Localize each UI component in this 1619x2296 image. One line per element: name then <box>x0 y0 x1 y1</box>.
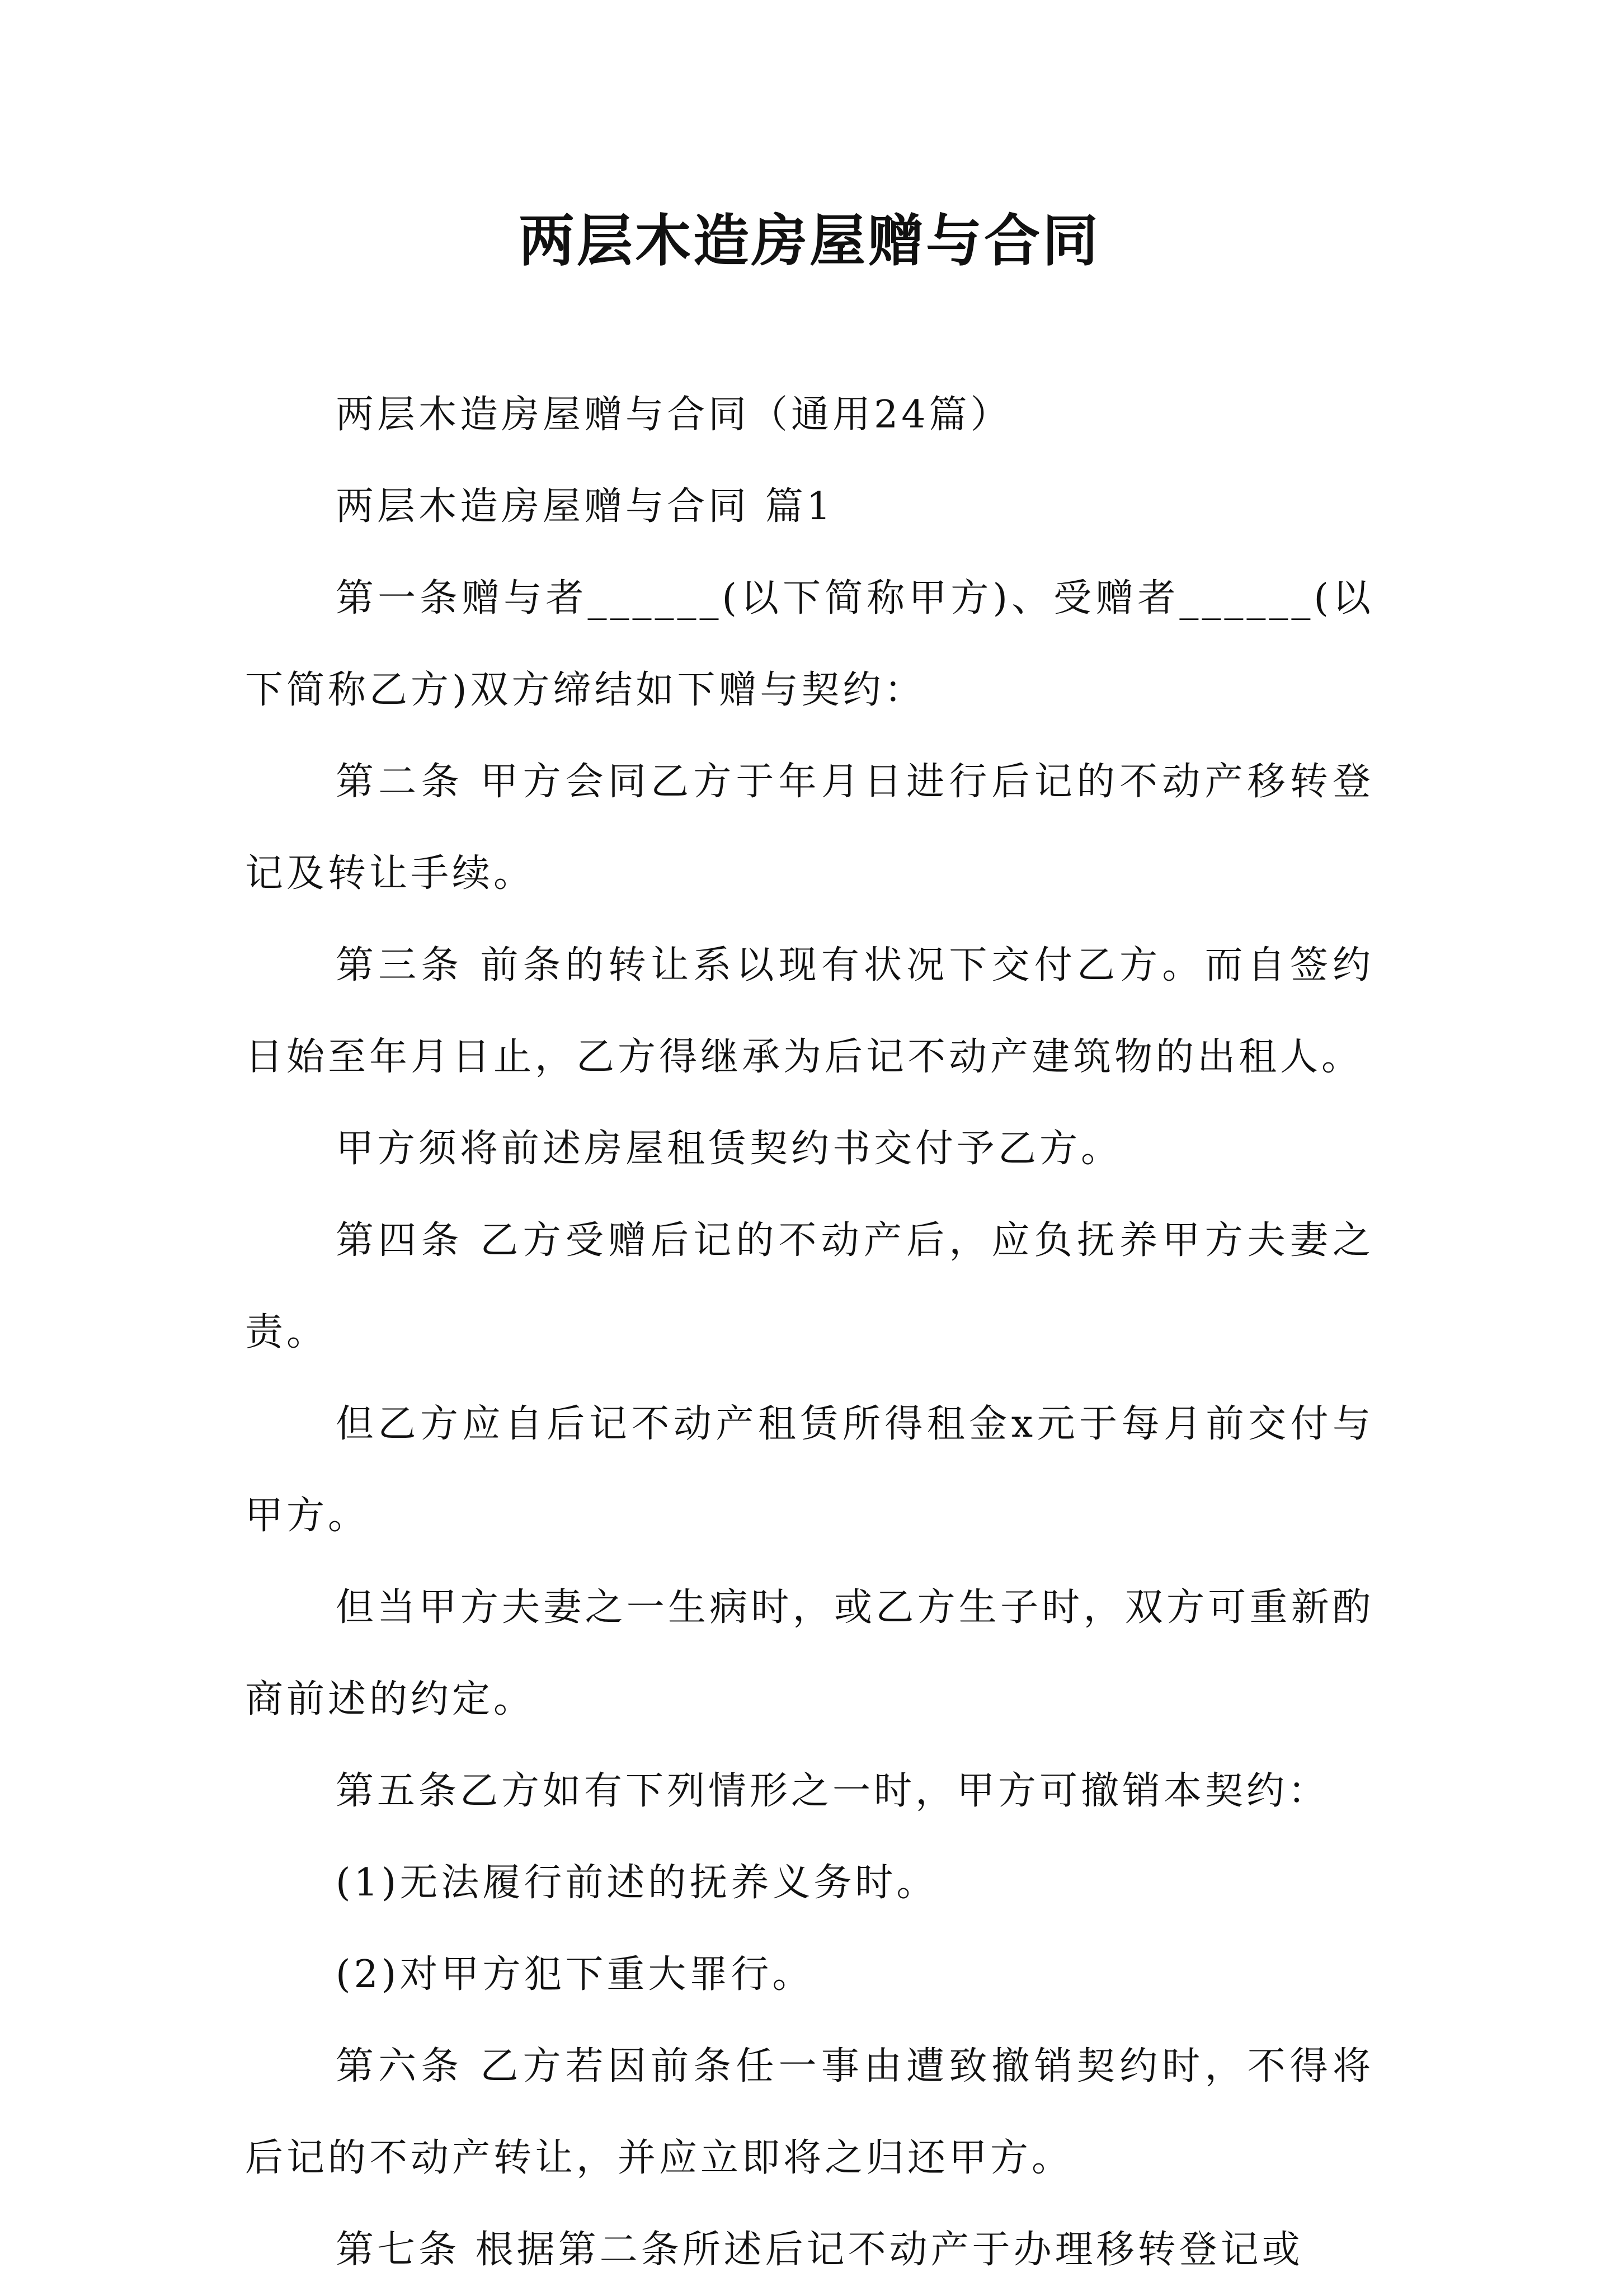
clause-3: 第三条 前条的转让系以现有状况下交付乙方。而自签约日始至年月日止，乙方得继承为后记不动产建筑物的出租人。 <box>245 943 1374 1079</box>
clause-5: 第五条乙方如有下列情形之一时，甲方可撤销本契约： <box>336 1769 1330 1813</box>
clause-5-item-2: (2)对甲方犯下重大罪行。 <box>336 1952 814 1997</box>
clause-6: 第六条 乙方若因前条任一事由遭致撤销契约时，不得将后记的不动产转让，并应立即将之归还甲方。 <box>245 2044 1374 2180</box>
clause-4-rent: 但乙方应自后记不动产租赁所得租金x元于每月前交付与甲方。 <box>245 1402 1374 1538</box>
clause-3-note: 甲方须将前述房屋租赁契约书交付予乙方。 <box>336 1127 1123 1171</box>
document-body <box>245 369 1374 2296</box>
clause-1: 第一条赠与者______(以下简称甲方)、受赠者______(以下简称乙方)双方缔结如下赠与契约： <box>245 576 1374 712</box>
clause-4: 第四条 乙方受赠后记的不动产后，应负抚养甲方夫妻之责。 <box>245 1218 1374 1354</box>
clause-2: 第二条 甲方会同乙方于年月日进行后记的不动产移转登记及转让手续。 <box>245 760 1374 896</box>
document-title: 两层木造房屋赠与合同 <box>519 208 1100 274</box>
section-heading: 两层木造房屋赠与合同 篇1 <box>336 484 834 529</box>
subtitle-paragraph: 两层木造房屋赠与合同（通用24篇） <box>336 393 1012 437</box>
clause-4-exception: 但当甲方夫妻之一生病时，或乙方生子时，双方可重新酌商前述的约定。 <box>245 1585 1374 1721</box>
clause-5-item-1: (1)无法履行前述的抚养义务时。 <box>336 1861 938 1905</box>
clause-7: 第七条 根据第二条所述后记不动产于办理移转登记或 <box>336 2228 1303 2272</box>
